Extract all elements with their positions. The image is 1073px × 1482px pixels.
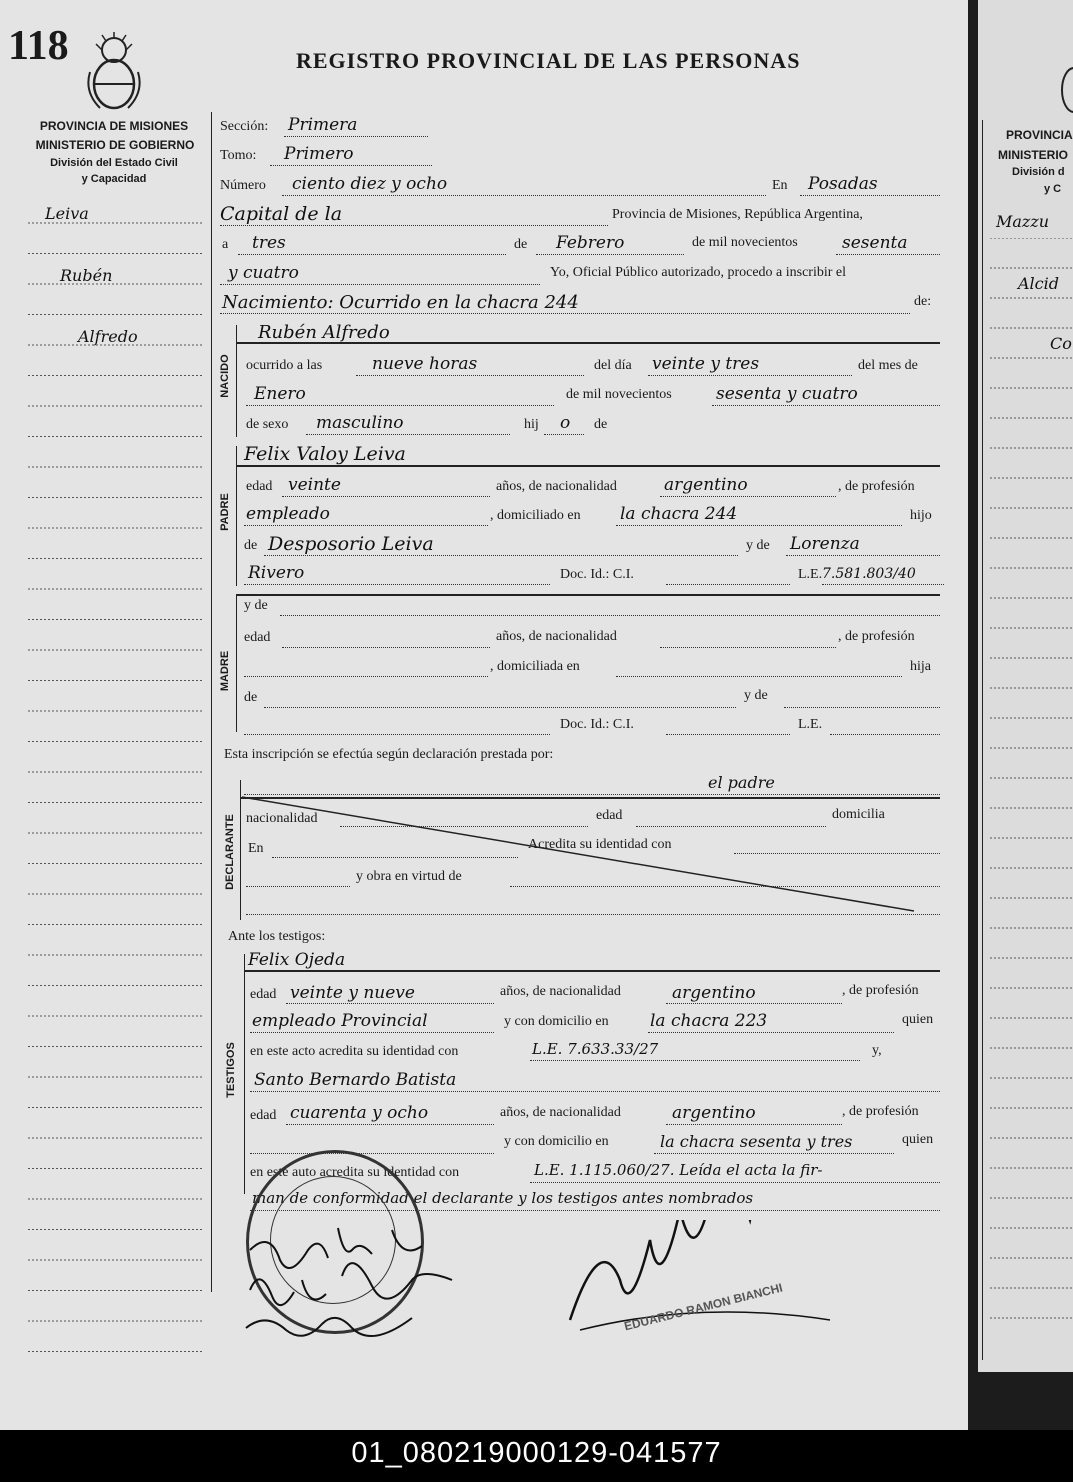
de-mil2-label: de mil novecientos [566,387,672,402]
madre-yde2-label: y de [744,688,768,703]
seccion-value: Primera [288,115,358,135]
madre-le-label: L.E. [798,717,823,732]
hija-label: hija [910,659,931,674]
t1-quien-label: quien [902,1012,934,1027]
t2-name-line [250,1091,940,1092]
seccion-line [284,136,428,137]
t2-dom-line [654,1153,894,1154]
padre-edad-label: edad [246,479,273,494]
anio-value: sesenta [842,233,908,253]
en-label: En [772,178,788,193]
madre-prof-label: , de profesión [838,629,915,644]
t2-dom-value: la chacra sesenta y tres [660,1132,853,1151]
padre-nac-value: argentino [664,475,748,495]
issuer-ministry: MINISTERIO DE GOBIERNO [35,138,195,152]
madre-nac-label: años, de nacionalidad [496,629,617,644]
padre-le-label: L.E. [798,567,823,582]
tomo-line [270,165,432,166]
decl-acredita-label: Acredita su identidad con [528,837,672,852]
de-mil-label: de mil novecientos [692,235,798,250]
a-label: a [222,237,229,252]
adjacent-name1: Mazzu [996,212,1050,231]
decl-edad-label: edad [596,808,623,823]
adjacent-line1: PROVINCIA [1006,128,1073,142]
anio2-line [220,284,540,285]
yo-label: Yo, Oficial Público autorizado, procedo a inscribir el [550,265,847,280]
de-label: de [514,237,528,252]
t1-le-line [530,1060,860,1061]
decl-en-label: En [248,841,264,856]
t1-dom-line [648,1032,894,1033]
t1-nac-label: años, de nacionalidad [500,984,621,999]
adjacent-lines [990,238,1073,1358]
padre-prof-line [244,525,488,526]
madre-doc-label: Doc. Id.: C.I. [560,717,634,732]
t2-quien-label: quien [902,1132,934,1147]
testigos-section-label: TESTIGOS [225,1042,237,1098]
ante-testigos-label: Ante los testigos: [228,929,326,944]
adjacent-coat-icon [1058,50,1073,120]
t2-dom-label: y con domicilio en [504,1134,609,1149]
witness-signatures [242,1210,492,1350]
padre-le-line [822,584,944,585]
adjacent-line3: División d [1012,166,1065,178]
adjacent-line4: y C [1044,183,1062,195]
t1-edad-line [286,1003,494,1004]
anio-line [836,254,940,255]
mes-nac-line [246,405,554,406]
margin-surname: Leiva [45,204,89,223]
t1-le-value: L.E. 7.633.33/27 [532,1040,659,1058]
t2-acredita-label: en este auto acredita su identidad con [250,1165,460,1180]
nacido-name: Rubén Alfredo [258,322,390,343]
madre-abuelo-line [264,707,736,708]
provincia-label: Provincia de Misiones, República Argentina, [612,207,863,222]
t2-edad-value: cuarenta y ocho [290,1103,429,1123]
numero-line [282,195,766,196]
hora-value: nueve horas [372,354,478,374]
t2-prof-line [250,1153,494,1154]
dia-nac-line [648,375,852,376]
t2-name: Santo Bernardo Batista [254,1070,457,1090]
hora-line [356,375,584,376]
t1-nac-value: argentino [672,983,756,1003]
ocurrido-label: ocurrido a las [246,358,323,373]
del-mes-label: del mes de [858,358,918,373]
madre-abuela-line [784,707,940,708]
adjacent-divider [982,120,983,1360]
tomo-label: Tomo: [220,148,257,163]
t2-nac-label: años, de nacionalidad [500,1105,621,1120]
abuelo-line [264,555,738,556]
padre-ci-line [666,584,790,585]
numero-value: ciento diez y ocho [292,174,448,194]
t1-name-line [244,970,940,972]
madre-top-line [236,594,940,596]
dia-nac-value: veinte y tres [652,354,760,374]
abuela-line [786,555,940,556]
padre-dom-value: la chacra 244 [620,504,738,524]
del-dia-label: del día [594,358,632,373]
t1-edad-label: edad [250,987,277,1002]
madre-section-label: MADRE [219,650,231,692]
padre-prof-label: , de profesión [838,479,915,494]
file-identifier: 01_080219000129-041577 [351,1437,722,1469]
hij-label: hij [524,417,539,432]
padre-edad-value: veinte [288,475,341,495]
madre-abuela2-line [244,734,550,735]
numero-label: Número [220,178,266,193]
en-value: Posadas [808,174,878,194]
anio2-value: y cuatro [228,263,299,283]
madre-de-label: de [244,690,258,705]
issuer-province: PROVINCIA DE MISIONES [39,119,189,133]
abuela2-value: Rivero [248,563,305,583]
document-title: REGISTRO PROVINCIAL DE LAS PERSONAS [296,48,801,73]
acto-value: Nacimiento: Ocurrido en la chacra 244 [222,292,579,313]
madre-dom-label: , domiciliada en [490,659,580,674]
t2-nac-value: argentino [672,1103,756,1123]
padre-nac-label: años, de nacionalidad [496,479,617,494]
anio-nac-line [712,405,940,406]
testigos-bracket [244,954,245,1194]
t1-name: Felix Ojeda [248,950,346,970]
adjacent-line2: MINISTERIO [998,148,1069,162]
capital-value: Capital de la [220,203,343,225]
padre-bracket [236,446,237,586]
madre-prof-line [244,676,488,677]
anio-nac-value: sesenta y cuatro [716,384,858,404]
t1-edad-value: veinte y nueve [290,983,415,1003]
dia-line [238,254,506,255]
t2-le-value: L.E. 1.115.060/27. Leída el acta la fir- [534,1161,823,1179]
declarante-section-label: DECLARANTE [224,814,236,890]
madre-edad-label: edad [244,630,271,645]
tomo-value: Primero [284,144,354,164]
adjacent-name2: Alcid [1018,274,1059,293]
madre-edad-line [282,647,490,648]
t1-prof-value: empleado Provincial [252,1011,428,1031]
nacido-section-label: NACIDO [219,354,231,398]
official-stamp-text: EDUARDO RAMON BIANCHI [622,1280,784,1334]
mes-nac-value: Enero [254,384,306,404]
t1-prof-line [250,1032,494,1033]
t1-acredita-label: en este acto acredita su identidad con [250,1044,459,1059]
padre-section-label: PADRE [219,493,231,531]
t1-dom-value: la chacra 223 [650,1011,768,1031]
margin-first-name: Rubén [60,266,113,285]
padre-name-line [236,465,940,467]
abuela-value: Lorenza [790,534,860,554]
cancel-strike-line [240,795,940,920]
t1-prof-label: , de profesión [842,983,919,998]
madre-bracket-line [236,596,237,732]
abuela2-line [244,584,550,585]
padre-le-value: 7.581.803/40 [822,566,916,582]
padre-prof-value: empleado [246,504,330,524]
official-signature [560,1220,870,1360]
margin-second-name: Alfredo [78,327,138,346]
margin-lines [28,215,210,1365]
padre-name: Felix Valoy Leiva [244,443,406,465]
padre-dom-line [616,525,902,526]
t1-nac-line [666,1003,842,1004]
de-colon-label: de: [914,294,932,309]
closing-value: man de conformidad el declarante y los testigos antes nombrados [252,1189,754,1207]
t2-le-line [530,1182,940,1183]
madre-ci-line [666,734,790,735]
adjacent-page [978,0,1073,1372]
abuelo-value: Desposorio Leiva [268,533,434,555]
t1-y-label: y, [872,1043,882,1058]
hij-value: o [560,413,571,433]
decl-nac-label: nacionalidad [246,811,318,826]
hijo-label: hijo [910,508,932,523]
dia-value: tres [252,233,286,253]
seccion-label: Sección: [220,119,269,134]
acto-line [220,313,910,314]
madre-dom-line [616,676,902,677]
issuer-division: División del Estado Civil [50,157,178,169]
capital-line [220,225,608,226]
en-line [800,195,940,196]
padre-doc-label: Doc. Id.: C.I. [560,567,634,582]
adjacent-name3: Co [1050,334,1072,353]
t2-nac-line [666,1124,842,1125]
padre-nac-line [660,496,836,497]
page-number: 118 [8,23,69,69]
decl-obra-label: y obra en virtud de [356,869,462,884]
madre-name-line [280,615,940,616]
padre-de-label: de [244,538,258,553]
padre-dom-label: , domiciliado en [490,508,581,523]
mes-line [536,254,684,255]
sexo-line [306,434,510,435]
madre-nac-line [660,647,836,648]
sexo-value: masculino [316,413,404,433]
mes-value: Febrero [556,233,625,253]
declarante-value: el padre [708,773,775,792]
madre-le-line [830,734,940,735]
column-divider [211,112,212,1292]
t2-edad-label: edad [250,1108,277,1123]
issuer-capacity: y Capacidad [81,173,147,185]
madre-yde-label: y de [244,598,268,613]
decl-dom-label: domicilia [832,807,885,822]
padre-edad-line [282,496,490,497]
padre-yde-label: y de [746,538,770,553]
t1-dom-label: y con domicilio en [504,1014,609,1029]
nacido-bracket [236,325,237,437]
de2-label: de [594,417,608,432]
hij-line [544,434,584,435]
inscripcion-label: Esta inscripción se efectúa según declaración prestada por: [224,747,554,762]
sexo-label: de sexo [246,417,289,432]
t2-prof-label: , de profesión [842,1104,919,1119]
coat-of-arms-icon [82,32,146,114]
t2-edad-line [286,1124,494,1125]
